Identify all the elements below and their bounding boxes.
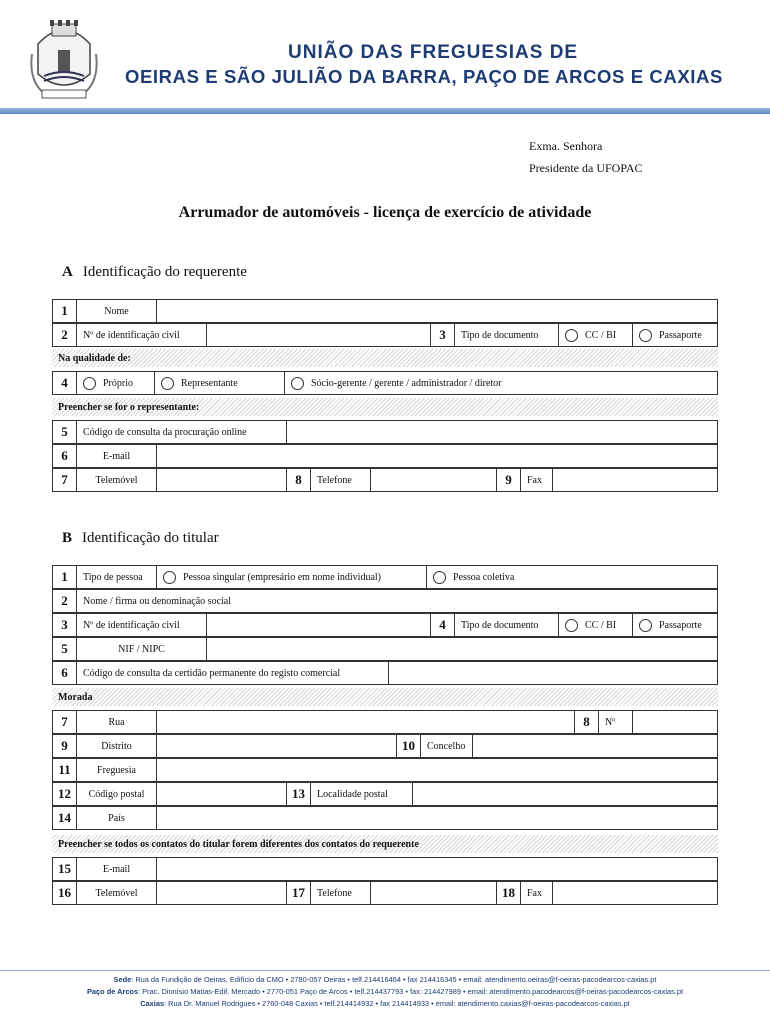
addressee-line2: Presidente da UFOPAC xyxy=(529,161,643,175)
postal-code-label: Código postal xyxy=(77,783,157,805)
mobile-label: Telemóvel xyxy=(77,469,157,491)
field-number: 10 xyxy=(397,735,421,757)
field-number: 2 xyxy=(53,324,77,346)
a-row-7 xyxy=(52,468,718,492)
b-row-11 xyxy=(52,758,718,782)
b-row-2 xyxy=(52,589,718,613)
section-a-heading xyxy=(62,264,247,281)
band-address: Morada xyxy=(52,688,718,706)
mobile-input[interactable] xyxy=(157,882,287,904)
footer-line-caxias xyxy=(0,998,770,1010)
footer-label: Caxias xyxy=(140,999,165,1008)
b-row-15 xyxy=(52,857,718,881)
document-type-label: Tipo de documento xyxy=(455,324,559,346)
field-number: 2 xyxy=(53,590,77,612)
civil-id-input[interactable] xyxy=(207,324,431,346)
mobile-label: Telemóvel xyxy=(77,882,157,904)
option-label: Pessoa coletiva xyxy=(453,571,515,583)
name-label: Nome xyxy=(77,300,157,322)
field-number: 1 xyxy=(53,566,77,588)
field-number: 5 xyxy=(53,421,77,443)
field-number: 8 xyxy=(287,469,311,491)
b-row-14 xyxy=(52,806,718,830)
option-label: Passaporte xyxy=(659,619,702,631)
option-label: Passaporte xyxy=(659,329,702,341)
phone-input[interactable] xyxy=(371,882,497,904)
field-number: 17 xyxy=(287,882,311,904)
email-label: E-mail xyxy=(77,858,157,880)
field-number: 1 xyxy=(53,300,77,322)
radio-circle-icon[interactable] xyxy=(565,619,578,632)
fax-label: Fax xyxy=(521,882,553,904)
option-label: Sócio-gerente / gerente / administrador / diretor xyxy=(311,377,502,389)
footer-text: : Rua da Fundição de Oeiras, Edifício da CMO • 2780-057 Oeiras • telf.214416464 • fax 214416345 • email: atendimento.oeiras@f-oeiras-pacodearcos-caxias.pt xyxy=(131,975,657,984)
footer-line-hq xyxy=(0,974,770,986)
section-b-heading xyxy=(62,530,219,547)
field-number: 4 xyxy=(53,372,77,394)
certificate-code-label: Código de consulta da certidão permanente do registo comercial xyxy=(77,662,389,684)
field-number: 12 xyxy=(53,783,77,805)
a-row-6 xyxy=(52,444,718,468)
radio-circle-icon[interactable] xyxy=(433,571,446,584)
field-number: 9 xyxy=(497,469,521,491)
doctype-passport-option[interactable] xyxy=(633,614,717,636)
radio-circle-icon[interactable] xyxy=(291,377,304,390)
field-number: 6 xyxy=(53,445,77,467)
radio-circle-icon[interactable] xyxy=(163,571,176,584)
nif-label: NIF / NIPC xyxy=(77,638,207,660)
section-a-title: Identificação do requerente xyxy=(82,264,247,280)
band-representative: Preencher se for o representante: xyxy=(52,398,718,416)
fax-input[interactable] xyxy=(553,882,717,904)
municipal-crest-icon xyxy=(28,14,100,100)
phone-input[interactable] xyxy=(371,469,497,491)
option-label: Próprio xyxy=(103,377,133,389)
org-name-line1: UNIÃO DAS FREGUESIAS DE xyxy=(288,42,579,63)
option-label: Pessoa singular (empresário em nome individual) xyxy=(183,571,382,583)
b-row-1 xyxy=(52,565,718,589)
person-collective-option[interactable] xyxy=(427,566,717,588)
doctype-cc-bi-option[interactable] xyxy=(559,614,633,636)
band-quality: Na qualidade de: xyxy=(52,349,718,367)
person-singular-option[interactable] xyxy=(157,566,427,588)
person-type-label: Tipo de pessoa xyxy=(77,566,157,588)
field-number: 3 xyxy=(431,324,455,346)
page-footer xyxy=(0,974,770,1010)
field-number: 18 xyxy=(497,882,521,904)
field-number: 3 xyxy=(53,614,77,636)
email-label: E-mail xyxy=(77,445,157,467)
door-number-label: Nº xyxy=(599,711,633,733)
civil-id-label: Nº de identificação civil xyxy=(77,324,207,346)
company-name-input[interactable] xyxy=(77,590,717,612)
document-title: Arrumador de automóveis - licença de exercício de atividade xyxy=(178,204,592,221)
b-row-6 xyxy=(52,661,718,685)
field-number: 16 xyxy=(53,882,77,904)
header-divider xyxy=(0,108,770,114)
footer-line-paco xyxy=(0,986,770,998)
fax-label: Fax xyxy=(521,469,553,491)
field-number: 4 xyxy=(431,614,455,636)
field-number: 15 xyxy=(53,858,77,880)
addressee-line1: Exma. Senhora xyxy=(529,139,603,153)
footer-label: Paço de Arcos xyxy=(86,987,139,996)
nif-input[interactable] xyxy=(207,638,717,660)
field-number: 5 xyxy=(53,638,77,660)
field-number: 14 xyxy=(53,807,77,829)
radio-circle-icon[interactable] xyxy=(639,329,652,342)
district-label: Distrito xyxy=(77,735,157,757)
street-label: Rua xyxy=(77,711,157,733)
document-type-label: Tipo de documento xyxy=(455,614,559,636)
section-a-letter: A xyxy=(62,264,73,280)
municipality-label: Concelho xyxy=(421,735,473,757)
postal-locality-input[interactable] xyxy=(413,783,717,805)
field-number: 13 xyxy=(287,783,311,805)
municipality-input[interactable] xyxy=(473,735,717,757)
postal-code-input[interactable] xyxy=(157,783,287,805)
footer-text: : Rua Dr. Manuel Rodrigues • 2760-048 Caxias • telf.214414932 • fax 214414933 • email: atendimento.caxias@f-oeiras-pacodearcos-caxias.pt xyxy=(164,999,630,1008)
section-b-title: Identificação do titular xyxy=(82,530,219,546)
civil-id-input[interactable] xyxy=(207,614,431,636)
field-number: 7 xyxy=(53,469,77,491)
option-label: CC / BI xyxy=(585,329,617,341)
option-label: Representante xyxy=(181,377,238,389)
parish-input[interactable] xyxy=(157,759,717,781)
country-input[interactable] xyxy=(157,807,717,829)
name-input[interactable] xyxy=(157,300,717,322)
district-input[interactable] xyxy=(157,735,397,757)
quality-representative-option[interactable] xyxy=(155,372,285,394)
street-input[interactable] xyxy=(157,711,575,733)
proxy-code-label: Código de consulta da procuração online xyxy=(77,421,287,443)
field-number: 11 xyxy=(53,759,77,781)
civil-id-label: Nº de identificação civil xyxy=(77,614,207,636)
footer-text: : Prac. Dionísio Matias-Edif. Mercado • 2770-051 Paço de Arcos • telf.214437793 • fax: 214427989 • email: atendimento.pacodearcos@f-oeiras-pacodearcos-caxias.pt xyxy=(138,987,684,996)
radio-circle-icon[interactable] xyxy=(565,329,578,342)
fax-input[interactable] xyxy=(553,469,717,491)
org-name-line2: OEIRAS E SÃO JULIÃO DA BARRA, PAÇO DE ARCOS E CAXIAS xyxy=(125,66,723,87)
doctype-passport-option[interactable] xyxy=(633,324,717,346)
a-row-1 xyxy=(52,299,718,323)
b-row-5 xyxy=(52,637,718,661)
b-row-3 xyxy=(52,613,718,637)
postal-locality-label: Localidade postal xyxy=(311,783,413,805)
b-row-16 xyxy=(52,881,718,905)
a-row-5 xyxy=(52,420,718,444)
band-contacts: Preencher se todos os contatos do titular forem diferentes dos contatos do requerente xyxy=(52,835,718,853)
country-label: País xyxy=(77,807,157,829)
email-input[interactable] xyxy=(157,858,717,880)
radio-circle-icon[interactable] xyxy=(161,377,174,390)
addressee-block xyxy=(529,135,643,179)
company-name-label: Nome / firma ou denominação social xyxy=(83,595,232,607)
page-header xyxy=(0,0,770,118)
field-number: 9 xyxy=(53,735,77,757)
doctype-cc-bi-option[interactable] xyxy=(559,324,633,346)
field-number: 6 xyxy=(53,662,77,684)
section-b-letter: B xyxy=(62,530,73,546)
phone-label: Telefone xyxy=(311,882,371,904)
footer-divider xyxy=(0,970,770,971)
field-number: 8 xyxy=(575,711,599,733)
proxy-code-input[interactable] xyxy=(287,421,717,443)
option-label: CC / BI xyxy=(585,619,617,631)
field-number: 7 xyxy=(53,711,77,733)
quality-manager-option[interactable] xyxy=(285,372,717,394)
certificate-code-input[interactable] xyxy=(389,662,717,684)
footer-label: Sede xyxy=(113,975,132,984)
b-row-12 xyxy=(52,782,718,806)
phone-label: Telefone xyxy=(311,469,371,491)
a-row-2 xyxy=(52,323,718,347)
parish-label: Freguesia xyxy=(77,759,157,781)
b-row-9 xyxy=(52,734,718,758)
a-row-4 xyxy=(52,371,718,395)
mobile-input[interactable] xyxy=(157,469,287,491)
b-row-7 xyxy=(52,710,718,734)
quality-own-option[interactable] xyxy=(77,372,155,394)
email-input[interactable] xyxy=(157,445,717,467)
radio-circle-icon[interactable] xyxy=(83,377,96,390)
radio-circle-icon[interactable] xyxy=(639,619,652,632)
door-number-input[interactable] xyxy=(633,711,717,733)
